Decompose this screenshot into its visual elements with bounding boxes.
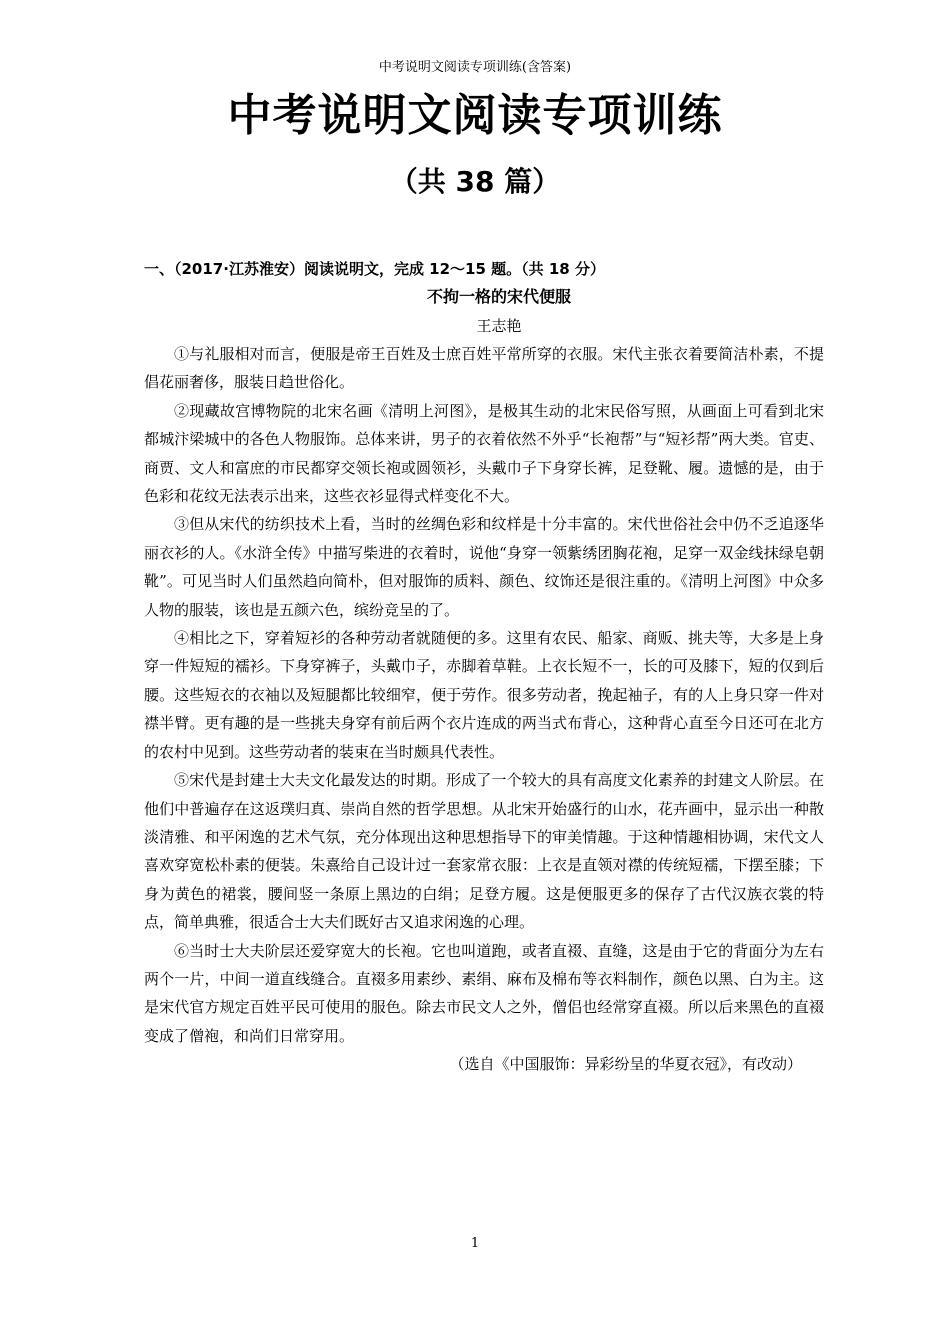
page-number: 1 [470,1236,480,1251]
document-title: 中考说明文阅读专项训练 [227,90,723,141]
article-title: 不拘一格的宋代便服 [426,287,571,306]
source-citation: （选自《中国服饰：异彩纷呈的华夏衣冠》，有改动） [449,1055,802,1074]
paragraph-5: ⑤宋代是封建士大夫文化最发达的时期。形成了一个较大的具有高度文化素养的封建文人阶层。在他们中普遍存在这返璞归真、崇尚自然的哲学思想。从北宋开始盛行的山水，花卉画中，显示出一种散淡清雅、和平闲逸的艺术气氛，充分体现出这种思想指导下的审美情趣。于这种情趣相协调，宋代文人喜欢穿宽松朴素的便装。朱熹给自己设计过一套家常衣服：上衣是直领对襟的传统短襦，下摆至膝；下身为黄色的裙裳，腰间竖一条原上黑边的白绢；足登方履。这是便服更多的保存了古代汉族衣裳的特点，简单典雅，很适合士大夫们既好古又追求闲逸的心理。 [144,771,824,932]
question-heading: 一、（2017·江苏淮安）阅读说明文，完成 12～15 题。（共 18 分） [144,260,605,278]
article-author: 王志艳 [476,317,522,335]
paragraph-3: ③但从宋代的纺织技术上看，当时的丝绸色彩和纹样是十分丰富的。宋代世俗社会中仍不乏追逐华丽衣衫的人。《水浒全传》中描写柴进的衣着时，说他“身穿一领紫绣团胸花袍，足穿一双金线抹绿皂朝靴”。可见当时人们虽然趋向简朴，但对服饰的质料、颜色、纹饰还是很注重的。《清明上河图》中众多人物的服装，该也是五颜六色，缤纷竞呈的了。 [144,515,824,619]
paragraph-4: ④相比之下，穿着短衫的各种劳动者就随便的多。这里有农民、船家、商贩、挑夫等，大多是上身穿一件短短的襦衫。下身穿裤子，头戴巾子，赤脚着草鞋。上衣长短不一，长的可及膝下，短的仅到后腰。这些短衣的衣袖以及短腿都比较细窄，便于劳作。很多劳动者，挽起袖子，有的人上身只穿一件对襟半臂。更有趣的是一些挑夫身穿有前后两个衣片连成的两当式布背心，这种背心直至今日还可在北方的农村中见到。这些劳动者的装束在当时颇具代表性。 [144,629,824,761]
paragraph-1: ①与礼服相对而言，便服是帝王百姓及士庶百姓平常所穿的衣服。宋代主张衣着要简洁朴素，不提倡花丽奢侈，服装日趋世俗化。 [144,345,824,392]
reading-section-1 [144,256,824,1078]
paragraph-2: ②现藏故宫博物院的北宋名画《清明上河图》，是极其生动的北宋民俗写照，从画面上可看到北宋都城汴梁城中的各色人物服饰。总体来讲，男子的衣着依然不外乎“长袍帮”与“短衫帮”两大类。官吏、商贾、文人和富庶的市民都穿交领长袍或圆领衫，头戴巾子下身穿长裤，足登靴、履。遗憾的是，由于色彩和花纹无法表示出来，这些衣衫显得式样变化不大。 [144,401,824,506]
running-header: 中考说明文阅读专项训练(含答案) [378,60,572,75]
document-subtitle: （共 38 篇） [389,165,561,198]
paragraph-6: ⑥当时士大夫阶层还爱穿宽大的长袍。它也叫道跑，或者直裰、直缝，这是由于它的背面分为左右两个一片，中间一道直线缝合。直裰多用素纱、素绢、麻布及棉布等衣料制作，颜色以黑、白为主。这是宋代官方规定百姓平民可使用的服色。除去市民文人之外，僧侣也经常穿直裰。所以后来黑色的直裰变成了僧袍，和尚们日常穿用。 [144,941,824,1045]
